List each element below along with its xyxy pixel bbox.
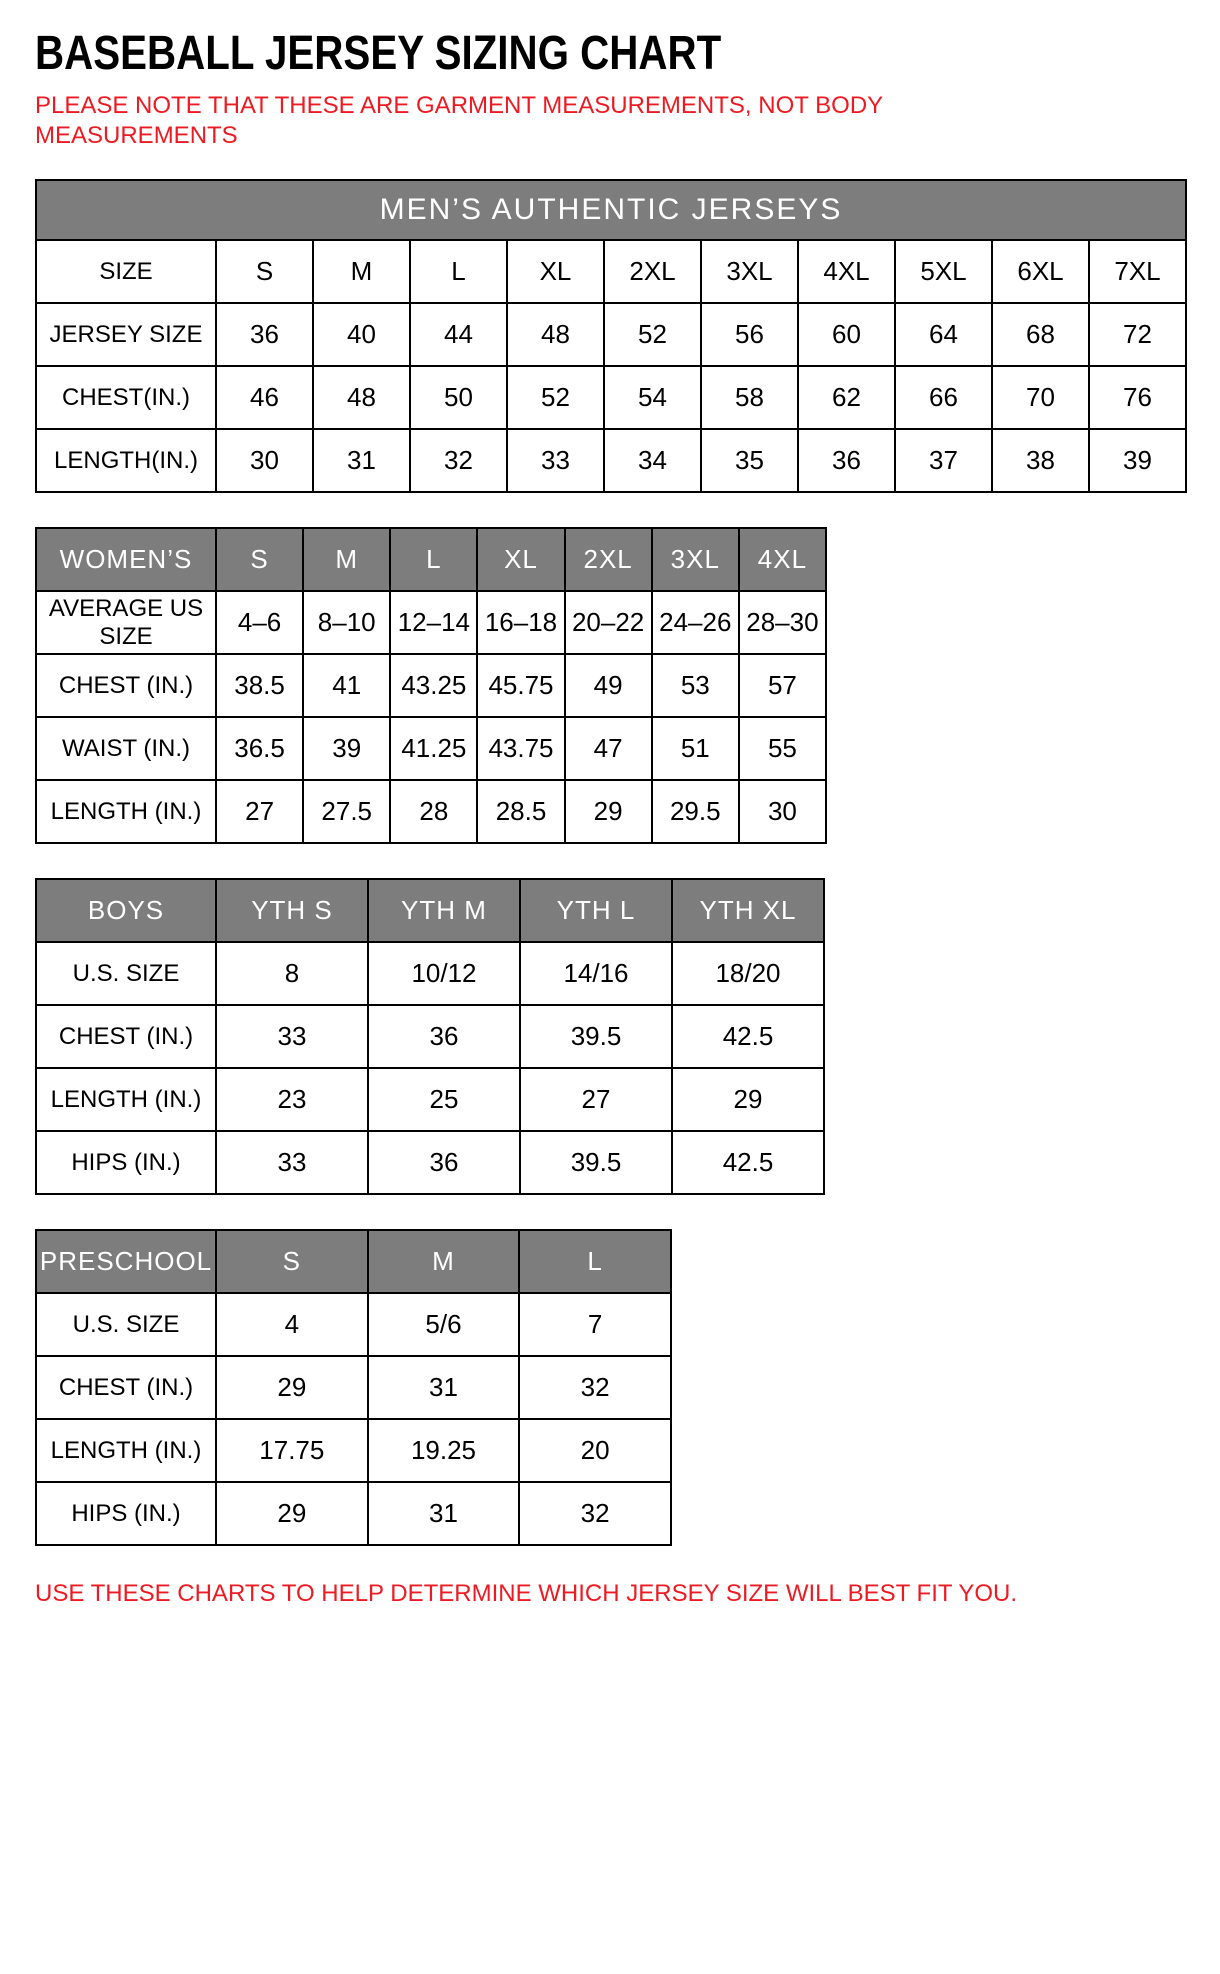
value-cell: 57 [739,654,826,717]
table-row [36,1131,824,1194]
value-cell: 28–30 [739,591,826,654]
value-cell: 27 [216,780,303,843]
value-cell: 52 [507,366,604,429]
value-cell: 66 [895,366,992,429]
value-cell: 31 [368,1356,520,1419]
preschool-size-header: L [519,1230,671,1293]
value-cell: 48 [507,303,604,366]
row-label: CHEST(IN.) [36,366,216,429]
value-cell: 48 [313,366,410,429]
boys-header-label: BOYS [36,879,216,942]
value-cell: 29 [216,1482,368,1545]
value-cell: 56 [701,303,798,366]
value-cell: 5XL [895,240,992,303]
preschool-header-label: PRESCHOOL [36,1230,216,1293]
value-cell: 42.5 [672,1131,824,1194]
row-label: CHEST (IN.) [36,654,216,717]
value-cell: 7 [519,1293,671,1356]
row-label: WAIST (IN.) [36,717,216,780]
value-cell: 38.5 [216,654,303,717]
mens-authentic-jerseys-banner: MEN’S AUTHENTIC JERSEYS [36,180,1186,240]
value-cell: 33 [507,429,604,492]
mens-table-container [35,179,1185,493]
womens-table [35,527,827,844]
value-cell: 20 [519,1419,671,1482]
table-row [36,1005,824,1068]
value-cell: S [216,240,313,303]
value-cell: 27.5 [303,780,390,843]
row-label: JERSEY SIZE [36,303,216,366]
value-cell: 54 [604,366,701,429]
womens-size-header: 4XL [739,528,826,591]
value-cell: 36 [798,429,895,492]
value-cell: 31 [368,1482,520,1545]
table-row [36,366,1186,429]
value-cell: 7XL [1089,240,1186,303]
value-cell: 76 [1089,366,1186,429]
value-cell: 8–10 [303,591,390,654]
table-row [36,429,1186,492]
value-cell: 60 [798,303,895,366]
value-cell: 47 [565,717,652,780]
boys-table [35,878,825,1195]
value-cell: 33 [216,1131,368,1194]
value-cell: 29 [565,780,652,843]
row-label: SIZE [36,240,216,303]
value-cell: 44 [410,303,507,366]
table-row [36,942,824,1005]
womens-size-header: 2XL [565,528,652,591]
value-cell: 4 [216,1293,368,1356]
table-row [36,1419,671,1482]
preschool-table-container [35,1229,1185,1546]
value-cell: 10/12 [368,942,520,1005]
value-cell: 39.5 [520,1131,672,1194]
value-cell: 25 [368,1068,520,1131]
table-row [36,654,826,717]
value-cell: 37 [895,429,992,492]
preschool-table [35,1229,672,1546]
table-row [36,717,826,780]
table-row [36,1293,671,1356]
value-cell: 39.5 [520,1005,672,1068]
mens-authentic-jerseys-table [35,179,1187,493]
table-row [36,780,826,843]
womens-size-header: 3XL [652,528,739,591]
row-label: CHEST (IN.) [36,1005,216,1068]
womens-size-header: L [390,528,477,591]
garment-measurement-note: PLEASE NOTE THAT THESE ARE GARMENT MEASUREMENTS, NOT BODY MEASUREMENTS [35,92,883,149]
row-label: LENGTH (IN.) [36,1419,216,1482]
value-cell: 70 [992,366,1089,429]
womens-size-header: XL [477,528,564,591]
value-cell: 41.25 [390,717,477,780]
value-cell: 8 [216,942,368,1005]
value-cell: 29.5 [652,780,739,843]
value-cell: 28.5 [477,780,564,843]
row-label: HIPS (IN.) [36,1131,216,1194]
value-cell: 43.25 [390,654,477,717]
womens-header-label: WOMEN’S [36,528,216,591]
value-cell: 32 [519,1356,671,1419]
value-cell: 68 [992,303,1089,366]
value-cell: 52 [604,303,701,366]
preschool-size-header: M [368,1230,520,1293]
value-cell: 64 [895,303,992,366]
value-cell: 4XL [798,240,895,303]
table-row [36,591,826,654]
value-cell: 19.25 [368,1419,520,1482]
value-cell: 58 [701,366,798,429]
value-cell: 5/6 [368,1293,520,1356]
value-cell: 34 [604,429,701,492]
value-cell: 3XL [701,240,798,303]
value-cell: 36 [368,1131,520,1194]
value-cell: 39 [303,717,390,780]
value-cell: 72 [1089,303,1186,366]
page-title: BASEBALL JERSEY SIZING CHART [35,27,722,80]
row-label: CHEST (IN.) [36,1356,216,1419]
row-label: LENGTH (IN.) [36,780,216,843]
boys-size-header: YTH XL [672,879,824,942]
value-cell: 38 [992,429,1089,492]
row-label: U.S. SIZE [36,1293,216,1356]
value-cell: 42.5 [672,1005,824,1068]
womens-table-container [35,527,1185,844]
value-cell: 18/20 [672,942,824,1005]
table-row [36,1482,671,1545]
value-cell: 39 [1089,429,1186,492]
row-label: HIPS (IN.) [36,1482,216,1545]
value-cell: 29 [216,1356,368,1419]
value-cell: 43.75 [477,717,564,780]
value-cell: 12–14 [390,591,477,654]
value-cell: 20–22 [565,591,652,654]
value-cell: 36 [216,303,313,366]
value-cell: 41 [303,654,390,717]
value-cell: 51 [652,717,739,780]
boys-size-header: YTH L [520,879,672,942]
table-row [36,303,1186,366]
value-cell: 32 [519,1482,671,1545]
value-cell: 29 [672,1068,824,1131]
value-cell: 33 [216,1005,368,1068]
row-label: LENGTH(IN.) [36,429,216,492]
preschool-size-header: S [216,1230,368,1293]
value-cell: 35 [701,429,798,492]
footer-note: USE THESE CHARTS TO HELP DETERMINE WHICH JERSEY SIZE WILL BEST FIT YOU. [35,1580,1018,1607]
value-cell: 17.75 [216,1419,368,1482]
value-cell: 16–18 [477,591,564,654]
row-label: AVERAGE US SIZE [36,591,216,654]
value-cell: 55 [739,717,826,780]
table-row [36,240,1186,303]
value-cell: 49 [565,654,652,717]
value-cell: 36.5 [216,717,303,780]
value-cell: M [313,240,410,303]
womens-size-header: M [303,528,390,591]
value-cell: 45.75 [477,654,564,717]
value-cell: 28 [390,780,477,843]
value-cell: 23 [216,1068,368,1131]
value-cell: 53 [652,654,739,717]
value-cell: 4–6 [216,591,303,654]
womens-size-header: S [216,528,303,591]
value-cell: 46 [216,366,313,429]
table-row [36,1356,671,1419]
value-cell: 50 [410,366,507,429]
value-cell: 31 [313,429,410,492]
value-cell: 14/16 [520,942,672,1005]
row-label: U.S. SIZE [36,942,216,1005]
value-cell: 36 [368,1005,520,1068]
value-cell: 30 [216,429,313,492]
row-label: LENGTH (IN.) [36,1068,216,1131]
value-cell: 62 [798,366,895,429]
boys-size-header: YTH M [368,879,520,942]
value-cell: 40 [313,303,410,366]
table-row [36,1068,824,1131]
value-cell: XL [507,240,604,303]
value-cell: 6XL [992,240,1089,303]
value-cell: 27 [520,1068,672,1131]
boys-table-container [35,878,1185,1195]
boys-size-header: YTH S [216,879,368,942]
value-cell: 2XL [604,240,701,303]
value-cell: 32 [410,429,507,492]
value-cell: 30 [739,780,826,843]
value-cell: 24–26 [652,591,739,654]
value-cell: L [410,240,507,303]
